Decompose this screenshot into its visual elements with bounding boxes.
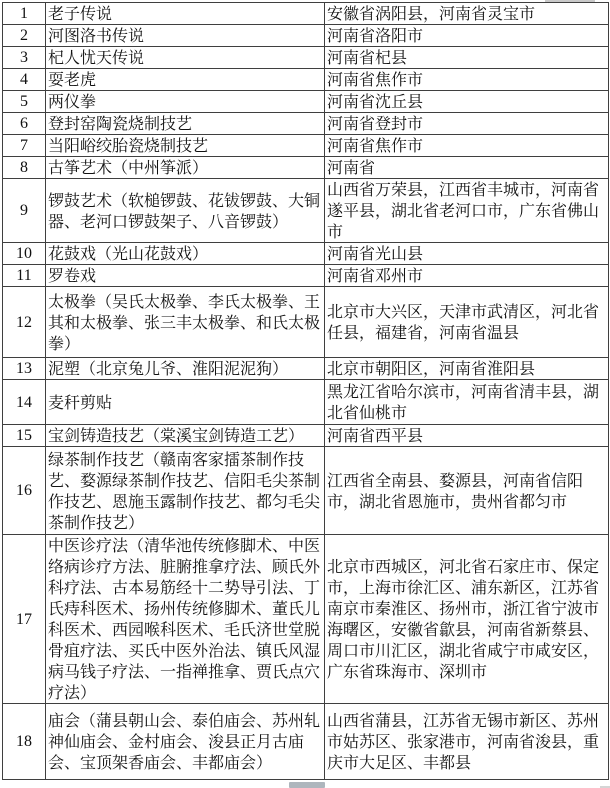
row-number-cell: 16 [3,447,46,535]
heritage-name-cell: 绿茶制作技艺（赣南客家擂茶制作技艺、婺源绿茶制作技艺、信阳毛尖茶制作技艺、恩施玉露制作技艺、都匀毛尖茶制作技艺） [46,447,325,535]
heritage-name-cell: 杞人忧天传说 [46,47,325,69]
locations-cell: 河南省杞县 [325,47,609,69]
row-number-cell: 18 [3,704,46,780]
table-row [3,91,609,113]
table-row [3,3,609,25]
heritage-name-cell: 麦秆剪贴 [46,380,325,425]
row-number-cell: 8 [3,157,46,179]
row-number-cell: 11 [3,265,46,287]
table-row [3,69,609,91]
heritage-name-cell: 泥塑（北京兔儿爷、淮阳泥泥狗） [46,358,325,380]
row-number-cell: 15 [3,425,46,447]
locations-cell: 山西省蒲县，江苏省无锡市新区、苏州市姑苏区、张家港市，河南省浚县，重庆市大足区、丰都县 [325,704,609,780]
locations-cell: 江西省全南县、婺源县，河南省信阳市，湖北省恩施市，贵州省都匀市 [325,447,609,535]
table-row [3,113,609,135]
drag-handle-artifact [289,782,325,788]
locations-cell: 北京市朝阳区，河南省淮阳县 [325,358,609,380]
locations-cell: 北京市大兴区，天津市武清区，河北省任县，福建省，河南省温县 [325,287,609,358]
table-row [3,447,609,535]
table-row [3,157,609,179]
heritage-name-cell: 古筝艺术（中州筝派） [46,157,325,179]
table-row [3,287,609,358]
locations-cell: 北京市西城区，河北省石家庄市、保定市，上海市徐汇区、浦东新区，江苏省南京市秦淮区、扬州市，浙江省宁波市海曙区，安徽省歙县，河南省新蔡县、周口市川汇区，湖北省咸宁市咸安区，广东省珠海市、深圳市 [325,535,609,704]
locations-cell: 河南省光山县 [325,243,609,265]
table-row [3,380,609,425]
heritage-name-cell: 花鼓戏（光山花鼓戏） [46,243,325,265]
locations-cell: 河南省西平县 [325,425,609,447]
row-number-cell: 9 [3,179,46,243]
locations-cell: 河南省焦作市 [325,135,609,157]
heritage-table-body [3,3,609,780]
row-number-cell: 13 [3,358,46,380]
row-number-cell: 17 [3,535,46,704]
table-row [3,704,609,780]
table-row [3,243,609,265]
locations-cell: 河南省 [325,157,609,179]
heritage-name-cell: 耍老虎 [46,69,325,91]
row-number-cell: 2 [3,25,46,47]
locations-cell: 黑龙江省哈尔滨市，河南省清丰县，湖北省仙桃市 [325,380,609,425]
table-row [3,535,609,704]
heritage-name-cell: 锣鼓艺术（软槌锣鼓、花钹锣鼓、大铜器、老河口锣鼓架子、八音锣鼓） [46,179,325,243]
row-number-cell: 14 [3,380,46,425]
heritage-name-cell: 罗卷戏 [46,265,325,287]
locations-cell: 河南省邓州市 [325,265,609,287]
row-number-cell: 6 [3,113,46,135]
row-number-cell: 3 [3,47,46,69]
row-number-cell: 12 [3,287,46,358]
locations-cell: 山西省万荣县，江西省丰城市，河南省遂平县，湖北省老河口市，广东省佛山市 [325,179,609,243]
heritage-name-cell: 登封窑陶瓷烧制技艺 [46,113,325,135]
locations-cell: 河南省沈丘县 [325,91,609,113]
locations-cell: 河南省焦作市 [325,69,609,91]
table-row [3,25,609,47]
heritage-name-cell: 太极拳（吴氏太极拳、李氏太极拳、王其和太极拳、张三丰太极拳、和氏太极拳） [46,287,325,358]
table-row [3,358,609,380]
heritage-name-cell: 当阳峪绞胎瓷烧制技艺 [46,135,325,157]
heritage-table [2,2,609,780]
row-number-cell: 7 [3,135,46,157]
locations-cell: 河南省洛阳市 [325,25,609,47]
row-number-cell: 4 [3,69,46,91]
locations-cell: 安徽省涡阳县，河南省灵宝市 [325,3,609,25]
row-number-cell: 1 [3,3,46,25]
locations-cell: 河南省登封市 [325,113,609,135]
row-number-cell: 10 [3,243,46,265]
table-row [3,265,609,287]
heritage-name-cell: 老子传说 [46,3,325,25]
heritage-name-cell: 中医诊疗法（清华池传统修脚术、中医络病诊疗方法、脏腑推拿疗法、顾氏外科疗法、古本易筋经十二势导引法、丁氏痔科医术、扬州传统修脚术、董氏儿科医术、西园喉科医术、毛氏济世堂脱骨疽疗法、买氏中医外治法、镇氏风湿病马钱子疗法、一指禅推拿、贾氏点穴疗法） [46,535,325,704]
heritage-name-cell: 两仪拳 [46,91,325,113]
table-row [3,179,609,243]
heritage-name-cell: 庙会（蒲县朝山会、泰伯庙会、苏州轧神仙庙会、金村庙会、浚县正月古庙会、宝顶架香庙会、丰都庙会） [46,704,325,780]
heritage-name-cell: 宝剑铸造技艺（棠溪宝剑铸造工艺） [46,425,325,447]
table-row [3,135,609,157]
row-number-cell: 5 [3,91,46,113]
table-row [3,425,609,447]
heritage-name-cell: 河图洛书传说 [46,25,325,47]
table-row [3,47,609,69]
